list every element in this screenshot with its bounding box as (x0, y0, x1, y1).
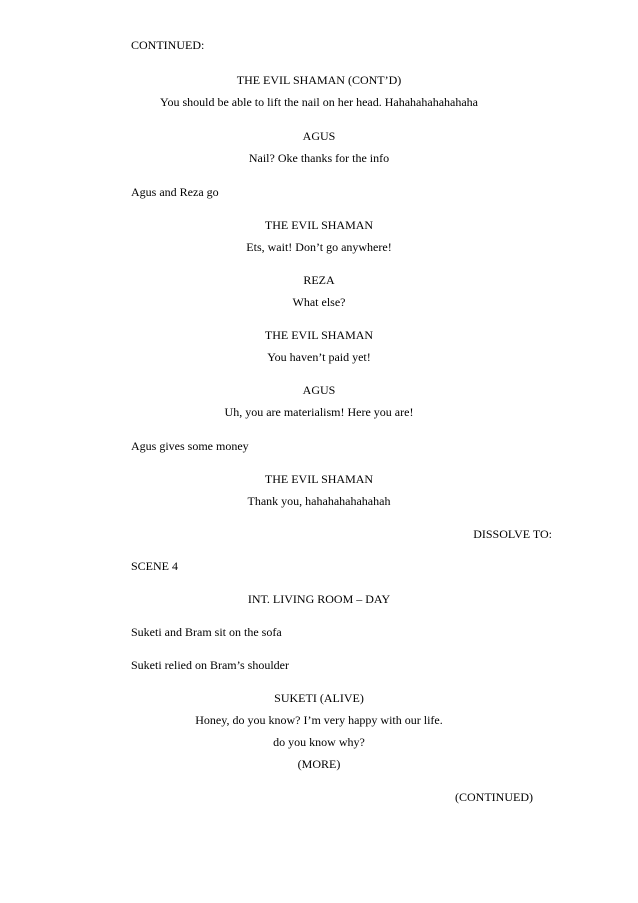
dialogue-line: do you know why? (273, 735, 365, 749)
slugline: INT. LIVING ROOM – DAY (247, 592, 391, 606)
scene-number: SCENE 4 (131, 559, 179, 573)
action-line: Agus gives some money (131, 439, 249, 453)
dialogue-line: You haven’t paid yet! (267, 350, 371, 364)
character-name: AGUS (302, 383, 336, 397)
character-name: REZA (303, 273, 335, 287)
dialogue-line: Honey, do you know? I’m very happy with our life. (195, 713, 443, 727)
continued-header: CONTINUED: (131, 38, 205, 52)
dialogue-line: Uh, you are materialism! Here you are! (224, 405, 414, 419)
dialogue-line: Thank you, hahahahahahahah (247, 494, 391, 508)
character-name: THE EVIL SHAMAN (264, 328, 374, 342)
continued-footer: (CONTINUED) (455, 790, 533, 804)
character-name: SUKETI (ALIVE) (274, 691, 364, 705)
dialogue-line: Ets, wait! Don’t go anywhere! (246, 240, 392, 254)
more-marker: (MORE) (297, 757, 341, 771)
action-line: Suketi relied on Bram’s shoulder (131, 658, 289, 672)
character-name: THE EVIL SHAMAN (CONT’D) (236, 73, 402, 87)
transition: DISSOLVE TO: (473, 527, 552, 541)
character-name: AGUS (302, 129, 336, 143)
action-line: Agus and Reza go (131, 185, 219, 199)
dialogue-line: Nail? Oke thanks for the info (248, 151, 390, 165)
action-line: Suketi and Bram sit on the sofa (131, 625, 282, 639)
dialogue-line: You should be able to lift the nail on her head. Hahahahahahahaha (159, 95, 479, 109)
dialogue-line: What else? (292, 295, 346, 309)
character-name: THE EVIL SHAMAN (264, 218, 374, 232)
character-name: THE EVIL SHAMAN (264, 472, 374, 486)
